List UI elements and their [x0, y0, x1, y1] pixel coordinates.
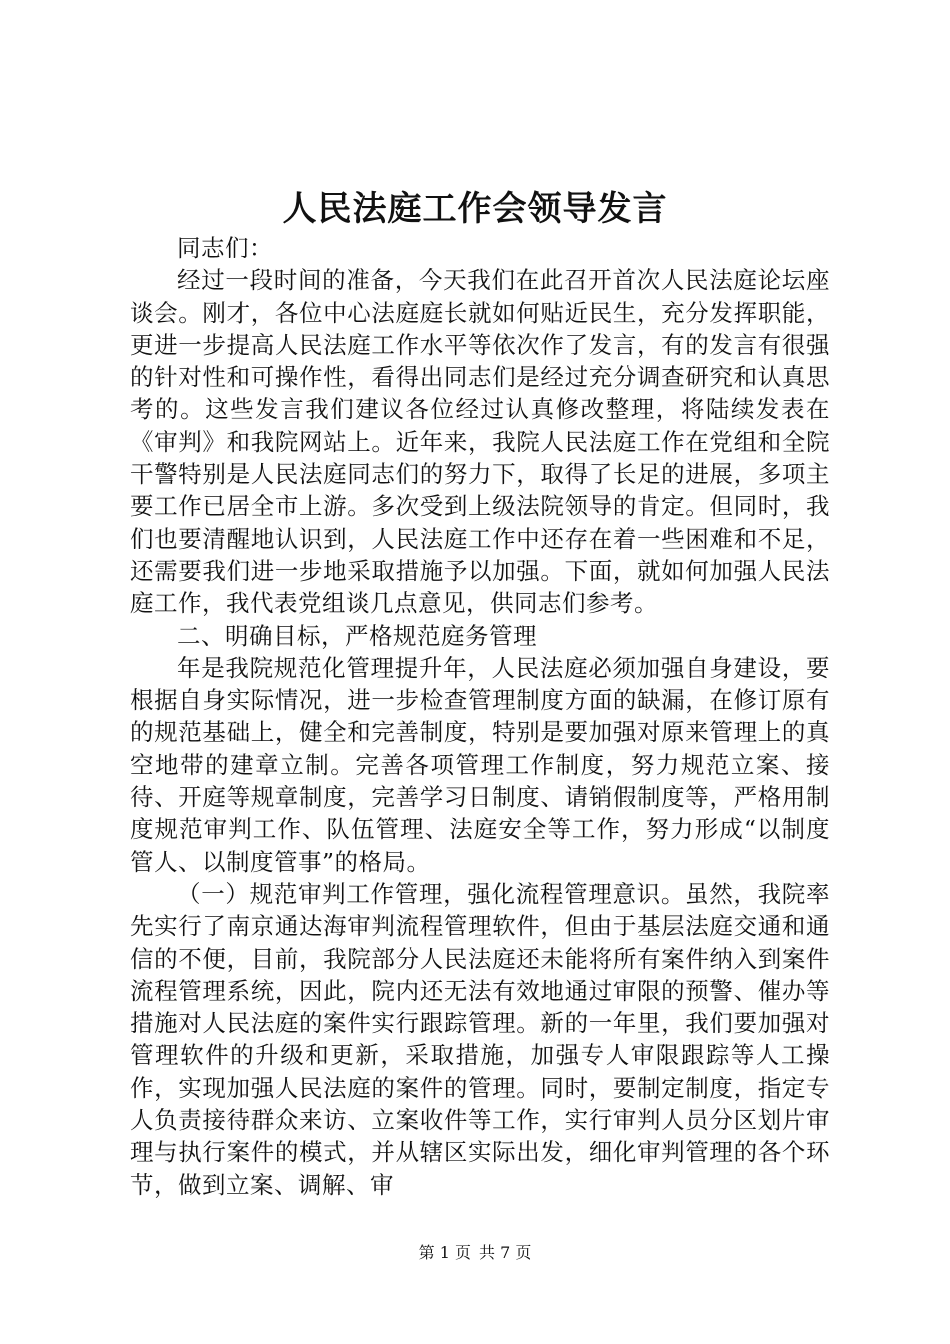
salutation: 同志们：: [177, 234, 273, 262]
document-body: [130, 232, 830, 1201]
paragraph-subsection-one: （一）规范审判工作管理，强化流程管理意识。虽然，我院率先实行了南京通达海审判流程管理软件，但由于基层法庭交通和通信的不便，目前，我院部分人民法庭还未能将所有案件纳入到案件流程管理系统，因此，院内还无法有效地通过审限的预警、催办等措施对人民法庭的案件实行跟踪管理。新的一年里，我们要加强对管理软件的升级和更新，采取措施，加强专人审限跟踪等人工操作，实现加强人民法庭的案件的管理。同时，要制定制度，指定专人负责接待群众来访、立案收件等工作，实行审判人员分区划片审理与执行案件的模式，并从辖区实际出发，细化审判管理的各个环节，做到立案、调解、审: [130, 879, 830, 1199]
paragraph-intro: 经过一段时间的准备，今天我们在此召开首次人民法庭论坛座谈会。刚才，各位中心法庭庭长就如何贴近民生，充分发挥职能，更进一步提高人民法庭工作水平等依次作了发言，有的发言有很强的针对性和可操作性，看得出同志们是经过充分调查研究和认真思考的。这些发言我们建议各位经过认真修改整理，将陆续发表在《审判》和我院网站上。近年来，我院人民法庭工作在党组和全院干警特别是人民法庭同志们的努力下，取得了长足的进展，多项主要工作已居全市上游。多次受到上级法院领导的肯定。但同时，我们也要清醒地认识到，人民法庭工作中还存在着一些困难和不足，还需要我们进一步地采取措施予以加强。下面，就如何加强人民法庭工作，我代表党组谈几点意见，供同志们参考。: [130, 266, 830, 618]
page-total: 共 7 页: [479, 1243, 532, 1262]
page-number: 第 1 页: [418, 1243, 471, 1262]
paragraph-section-two: 年是我院规范化管理提升年，人民法庭必须加强自身建设，要根据自身实际情况，进一步检查管理制度方面的缺漏，在修订原有的规范基础上，健全和完善制度，特别是要加强对原来管理上的真空地带的建章立制。完善各项管理工作制度，努力规范立案、接待、开庭等规章制度，完善学习日制度、请销假制度等，严格用制度规范审判工作、队伍管理、法庭安全等工作，努力形成“以制度管人、以制度管事”的格局。: [130, 653, 830, 876]
section-heading: 二、明确目标，严格规范庭务管理: [177, 621, 537, 650]
document-title: 人民法庭工作会领导发言: [282, 189, 668, 229]
page-footer: [0, 1242, 950, 1264]
